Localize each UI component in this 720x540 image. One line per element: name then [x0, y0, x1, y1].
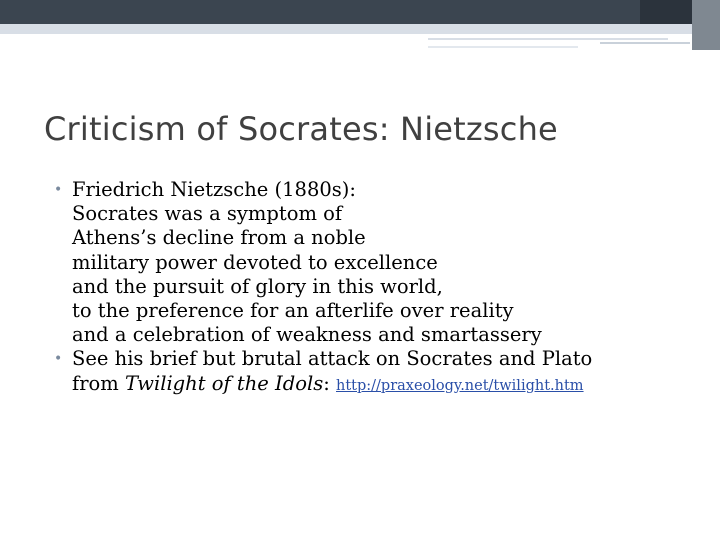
slide-body — [52, 178, 702, 398]
bullet-line: to the preference for an afterlife over reality — [72, 299, 514, 323]
bullet-line: military power devoted to excellence — [72, 250, 438, 274]
book-title: Twilight of the Idols — [124, 371, 324, 395]
bullet-text: from — [72, 371, 125, 395]
bullet-line: Athens’s decline from a noble — [72, 226, 366, 250]
bullet-line: Friedrich Nietzsche (1880s): — [72, 178, 356, 201]
header-bar — [0, 0, 720, 24]
bullet-line: and a celebration of weakness and smartassery — [72, 323, 542, 347]
bullet-line: See his brief but brutal attack on Socrates and Plato — [72, 347, 593, 371]
bullet-text: : — [323, 371, 336, 395]
bullet-line: and the pursuit of glory in this world, — [72, 274, 443, 298]
bullet-icon: • — [54, 182, 63, 198]
header-gray-block — [692, 0, 720, 50]
decorative-line — [428, 38, 668, 40]
twilight-link[interactable]: http://praxeology.net/twilight.htm — [336, 377, 584, 394]
decorative-line — [428, 46, 578, 48]
header-accent-bar — [0, 24, 720, 34]
bullet-line-with-link — [72, 372, 702, 398]
bullet-line: Socrates was a symptom of — [72, 202, 343, 226]
slide-title: Criticism of Socrates: Nietzsche — [44, 110, 558, 148]
bullet-icon: • — [54, 351, 63, 368]
decorative-line — [600, 42, 690, 44]
bullet-item-nietzsche — [52, 178, 702, 347]
bullet-item-twilight — [52, 347, 702, 397]
